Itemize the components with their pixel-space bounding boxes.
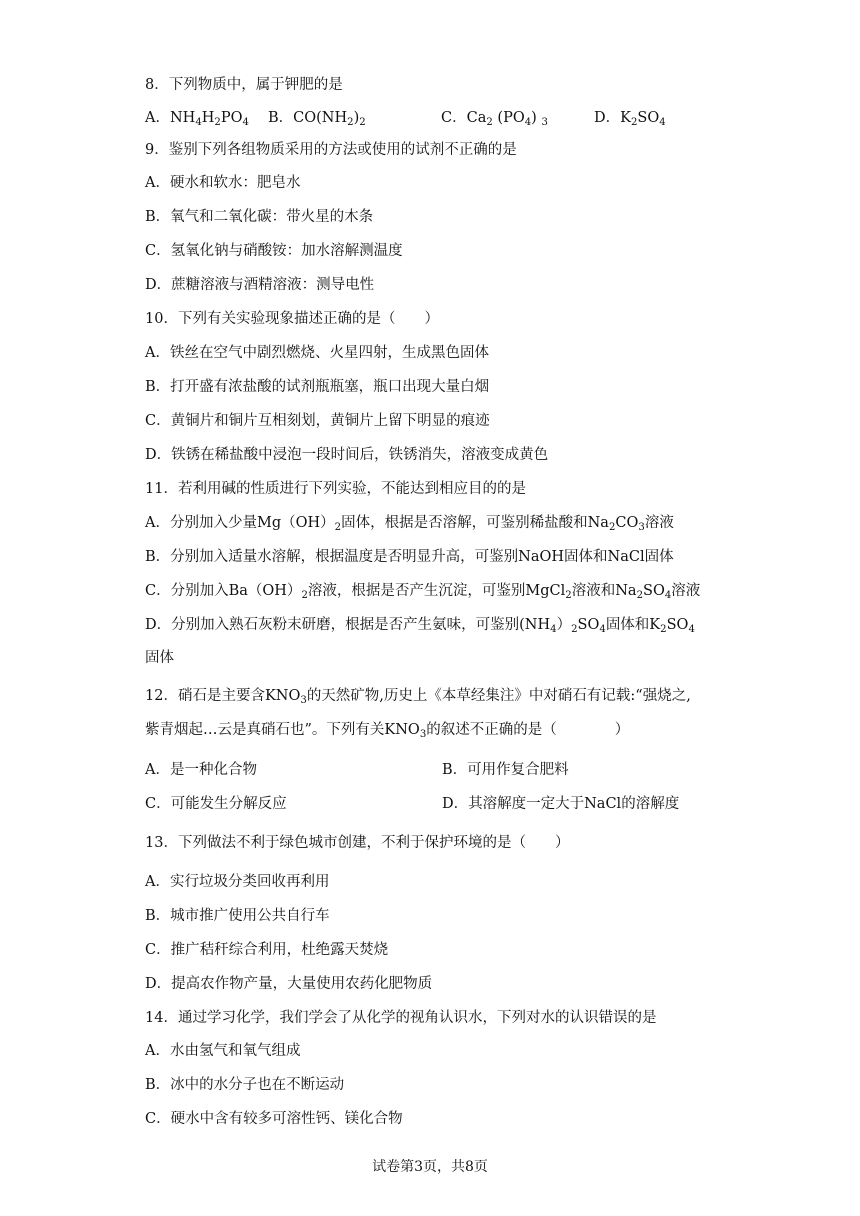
q14-option-a: A．水由氢气和氧气组成 — [145, 1043, 301, 1059]
q10-option-c: C．黄铜片和铜片互相刻划，黄铜片上留下明显的痕迹 — [145, 413, 490, 429]
q11-option-b: B．分别加入适量水溶解，根据温度是否明显升高，可鉴别NaOH固体和NaCl固体 — [145, 549, 674, 565]
q13-stem: 13．下列做法不利于绿色城市创建，不利于保护环境的是（ ） — [145, 835, 570, 851]
q8-stem: 8．下列物质中，属于钾肥的是 — [145, 77, 343, 93]
q8-option-d: D．$K_2SO_4$ — [594, 110, 666, 128]
q8-option-a: A．$NH_4H_2PO_4$ — [145, 110, 249, 128]
q9-option-c: C．氢氧化钠与硝酸铵：加水溶解测温度 — [145, 243, 403, 259]
q11-option-d: D．分别加入熟石灰粉末研磨，根据是否产生氨味，可鉴别$(NH_4)_2SO_4$固体和$K_2SO_4$ — [145, 617, 695, 635]
q12-option-b: B．可用作复合肥料 — [442, 762, 569, 778]
q9-option-b: B．氧气和二氧化碳：带火星的木条 — [145, 209, 374, 225]
q11-option-a: A．分别加入少量$Mg(OH)_2$固体，根据是否溶解，可鉴别稀盐酸和$Na_2CO_3$溶液 — [145, 515, 674, 533]
q10-option-d: D．铁锈在稀盐酸中浸泡一段时间后，铁锈消失，溶液变成黄色 — [145, 447, 549, 463]
q14-option-b: B．冰中的水分子也在不断运动 — [145, 1077, 345, 1093]
q11-option-c: C．分别加入$Ba(OH)_2$溶液，根据是否产生沉淀，可鉴别MgCl$_2$溶液和$Na_2SO_4$溶液 — [145, 583, 701, 601]
q13-option-d: D．提高农作物产量，大量使用农药化肥物质 — [145, 976, 433, 992]
q13-option-b: B．城市推广使用公共自行车 — [145, 908, 330, 924]
q10-stem: 10．下列有关实验现象描述正确的是（ ） — [145, 311, 439, 327]
page-footer: 试卷第3页，共8页 — [372, 1159, 488, 1175]
q12-option-c: C．可能发生分解反应 — [145, 796, 287, 812]
q14-stem: 14．通过学习化学，我们学会了从化学的视角认识水，下列对水的认识错误的是 — [145, 1010, 657, 1026]
q10-option-b: B．打开盛有浓盐酸的试剂瓶瓶塞，瓶口出现大量白烟 — [145, 379, 490, 395]
q11-option-d-continued: 固体 — [145, 650, 174, 666]
q8-option-b: B．$CO(NH_2)_2$ — [268, 110, 366, 128]
q12-stem-line1: 12．硝石是主要含$KNO_3$的天然矿物,历史上《本草经集注》中对硝石有记载:“强烧之, — [145, 688, 691, 706]
q11-stem: 11．若利用碱的性质进行下列实验，不能达到相应目的的是 — [145, 481, 526, 497]
q13-option-c: C．推广秸秆综合利用，杜绝露天焚烧 — [145, 942, 389, 958]
q12-stem-line2: 紫青烟起…云是真硝石也”。下列有关$KNO_3$的叙述不正确的是（ ） — [145, 722, 630, 740]
q9-option-a: A．硬水和软水：肥皂水 — [145, 175, 301, 191]
q12-option-a: A．是一种化合物 — [145, 762, 257, 778]
q8-option-c: C．$Ca_2$ $(PO_4)$ $_3$ — [441, 110, 548, 128]
q9-stem: 9．鉴别下列各组物质采用的方法或使用的试剂不正确的是 — [145, 142, 517, 158]
q13-option-a: A．实行垃圾分类回收再利用 — [145, 874, 330, 890]
q12-option-d: D．其溶解度一定大于NaCl的溶解度 — [442, 796, 680, 812]
q9-option-d: D．蔗糖溶液与酒精溶液：测导电性 — [145, 277, 375, 293]
q14-option-c: C．硬水中含有较多可溶性钙、镁化合物 — [145, 1111, 403, 1127]
q10-option-a: A．铁丝在空气中剧烈燃烧、火星四射，生成黑色固体 — [145, 345, 489, 361]
